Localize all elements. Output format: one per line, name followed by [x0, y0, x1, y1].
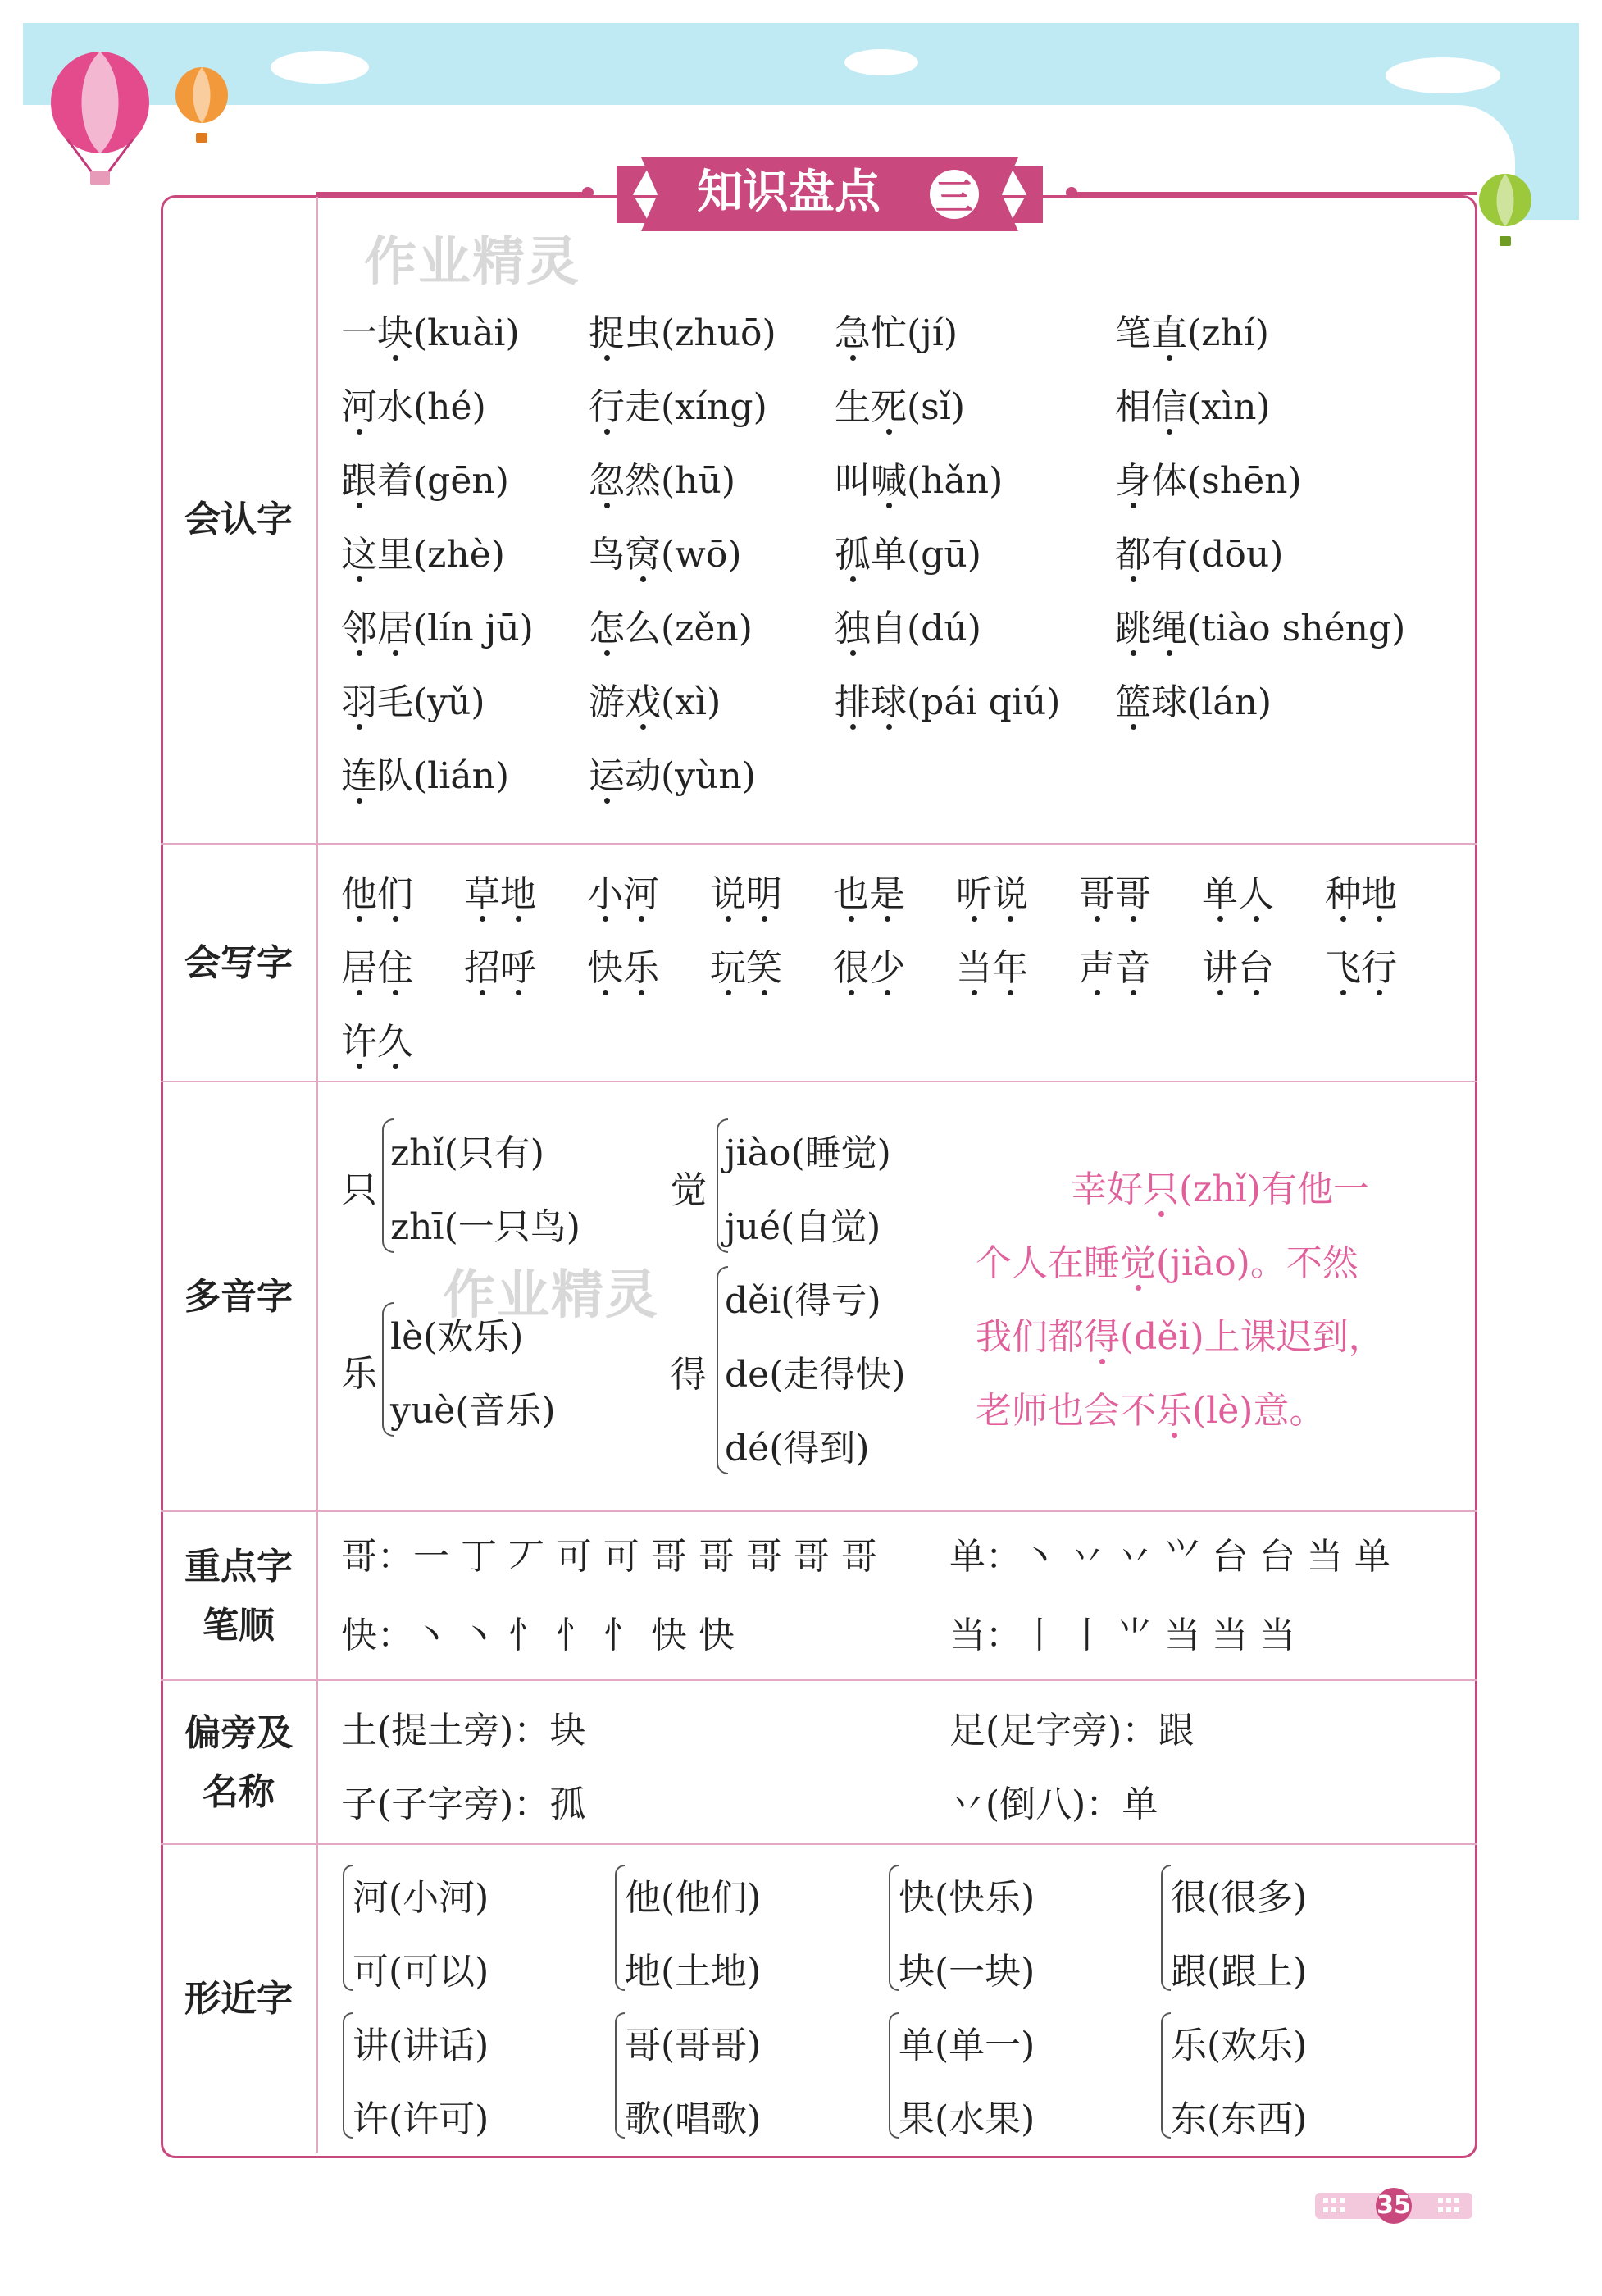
brace-icon [343, 1865, 353, 1991]
note-line: 我们都得(děi)上课迟到， [976, 1316, 1385, 1358]
similar-char-item: 乐(欢乐) [1171, 2025, 1308, 2066]
label-pianpang [161, 1681, 316, 1845]
similar-char-item: 快(快乐) [899, 1877, 1035, 1919]
huixiezi-item: 他们 [341, 873, 413, 915]
huixiezi-item: 单人 [1202, 873, 1274, 915]
polyphone-reading: dé(得到) [725, 1428, 870, 1469]
huirenzi-item: 身体(shēn) [1115, 460, 1302, 502]
huirenzi-item: 河水(hé) [341, 386, 486, 428]
similar-char-item: 许(许可) [353, 2098, 489, 2140]
huirenzi-item: 行走(xíng) [589, 386, 767, 428]
watermark: 作业精灵 [364, 232, 580, 293]
cloud-decoration [271, 51, 369, 84]
similar-char-item: 哥(哥哥) [625, 2025, 762, 2066]
similar-char-item: 地(土地) [625, 1951, 762, 1993]
label-xingjinzi [161, 1845, 316, 2153]
huixiezi-item: 草地 [464, 873, 536, 915]
watermark: 作业精灵 [443, 1265, 659, 1326]
huirenzi-item: 运动(yùn) [589, 755, 756, 797]
similar-char-item: 东(东西) [1171, 2098, 1308, 2140]
similar-char-item: 讲(讲话) [353, 2025, 489, 2066]
huixiezi-item: 招呼 [464, 947, 536, 989]
huixiezi-item: 当年 [956, 947, 1028, 989]
huirenzi-item: 急忙(jí) [835, 312, 958, 354]
similar-char-item: 块(一块) [899, 1951, 1035, 1993]
banner-line-left [316, 192, 587, 195]
stroke-order-dang: 当：丨 丨 ⺌ 当 当 当 [949, 1615, 1295, 1656]
huixiezi-item: 哥哥 [1079, 873, 1151, 915]
brace-icon [1161, 2012, 1171, 2139]
radical-item: 土(提土旁)：块 [341, 1710, 586, 1752]
polyphone-reading: yuè(音乐) [390, 1390, 556, 1432]
label-huixiezi [161, 845, 316, 1082]
polyphone-reading: jué(自觉) [725, 1206, 881, 1248]
brace-icon [615, 2012, 625, 2139]
brace-icon [1161, 1865, 1171, 1991]
similar-char-item: 果(水果) [899, 2098, 1035, 2140]
hot-air-balloon-icon [43, 49, 157, 189]
radical-item: 子(子字旁)：孤 [341, 1784, 586, 1825]
huixiezi-item: 小河 [587, 873, 659, 915]
polyphone-reading: de(走得快) [725, 1354, 906, 1396]
huirenzi-item: 这里(zhè) [341, 534, 505, 576]
banner-line-right [1071, 192, 1477, 195]
huirenzi-item: 排球(pái qiú) [835, 681, 1061, 723]
huixiezi-item: 很少 [833, 947, 905, 989]
brace-icon [889, 1865, 899, 1991]
cloud-decoration [1386, 57, 1500, 93]
huixiezi-item: 许久 [341, 1021, 413, 1063]
huirenzi-item: 连队(lián) [341, 755, 510, 797]
brace-icon [889, 2012, 899, 2139]
huirenzi-item: 笔直(zhí) [1115, 312, 1269, 354]
stroke-order-dan: 单：丶 丷 丷 ⺍ 台 台 当 单 [949, 1536, 1390, 1578]
polyphone-reading: zhǐ(只有) [390, 1132, 544, 1174]
label-text: 会写字 [184, 942, 293, 984]
polyphone-char: 得 [671, 1354, 707, 1396]
hot-air-balloon-icon [1476, 172, 1535, 251]
huirenzi-item: 跟着(gēn) [341, 460, 509, 502]
huirenzi-item: 怎么(zěn) [589, 608, 753, 649]
label-text: 重点字 [184, 1546, 293, 1588]
label-huirenzi [161, 197, 316, 843]
similar-char-item: 很(很多) [1171, 1877, 1308, 1919]
huixiezi-item: 说明 [710, 873, 782, 915]
huirenzi-item: 忽然(hū) [589, 460, 736, 502]
huirenzi-item: 跳绳(tiào shéng) [1115, 608, 1406, 649]
polyphone-reading: jiào(睡觉) [725, 1132, 891, 1174]
polyphone-reading: lè(欢乐) [390, 1316, 524, 1358]
huirenzi-item: 游戏(xì) [589, 681, 721, 723]
radical-item: 足(足字旁)：跟 [949, 1710, 1195, 1752]
polyphone-reading: zhī(一只鸟) [390, 1206, 580, 1248]
huixiezi-item: 居住 [341, 947, 413, 989]
similar-char-item: 跟(跟上) [1171, 1951, 1308, 1993]
similar-char-item: 可(可以) [353, 1951, 489, 1993]
huirenzi-item: 叫喊(hǎn) [835, 460, 1004, 502]
huirenzi-item: 鸟窝(wō) [589, 534, 742, 576]
label-text: 多音字 [184, 1276, 293, 1318]
huirenzi-item: 生死(sǐ) [835, 386, 966, 428]
huixiezi-item: 讲台 [1202, 947, 1274, 989]
huirenzi-item: 都有(dōu) [1115, 534, 1284, 576]
polyphone-char: 觉 [671, 1169, 707, 1211]
huirenzi-item: 相信(xìn) [1115, 386, 1271, 428]
huixiezi-item: 玩笑 [710, 947, 782, 989]
huixiezi-item: 种地 [1325, 873, 1397, 915]
note-line: 幸好只(zhǐ)有他一 [1071, 1168, 1369, 1210]
huirenzi-item: 一块(kuài) [341, 312, 520, 354]
huixiezi-item: 也是 [833, 873, 905, 915]
similar-char-item: 河(小河) [353, 1877, 489, 1919]
huirenzi-item: 邻居(lín jū) [341, 608, 534, 649]
similar-char-item: 他(他们) [625, 1877, 762, 1919]
huixiezi-item: 飞行 [1325, 947, 1397, 989]
similar-char-item: 单(单一) [899, 2025, 1035, 2066]
label-text: 名称 [203, 1771, 275, 1813]
huirenzi-item: 捉虫(zhuō) [589, 312, 776, 354]
huixiezi-item: 声音 [1079, 947, 1151, 989]
label-text: 形近字 [184, 1978, 293, 2020]
label-bishun [161, 1512, 316, 1681]
page-title: 知识盘点 [697, 166, 881, 219]
huirenzi-item: 篮球(lán) [1115, 681, 1272, 723]
huirenzi-item: 独自(dú) [835, 608, 981, 649]
stroke-order-ge: 哥：一 丁 丆 可 可 哥 哥 哥 哥 哥 [341, 1536, 877, 1578]
polyphone-char: 乐 [341, 1353, 377, 1395]
label-text: 笔顺 [203, 1605, 275, 1647]
hot-air-balloon-icon [172, 66, 231, 148]
huixiezi-item: 快乐 [587, 947, 659, 989]
huirenzi-item: 羽毛(yǔ) [341, 681, 485, 723]
huirenzi-item: 孤单(gū) [835, 534, 981, 576]
label-text: 会认字 [184, 499, 293, 540]
title-number: 三 [935, 175, 973, 219]
label-text: 偏旁及 [184, 1712, 293, 1754]
similar-char-item: 歌(唱歌) [625, 2098, 762, 2140]
note-line: 老师也会不乐(lè)意。 [976, 1390, 1326, 1432]
page-number: 35 [1377, 2191, 1411, 2220]
polyphone-char: 只 [341, 1169, 377, 1211]
polyphone-reading: děi(得亏) [725, 1280, 881, 1322]
brace-icon [615, 1865, 625, 1991]
stroke-order-kuai: 快：丶 丶 忄 忄 忄 快 快 [341, 1615, 735, 1656]
note-line: 个人在睡觉(jiào)。不然 [976, 1242, 1359, 1284]
label-duoyinzi [161, 1082, 316, 1512]
cloud-decoration [844, 49, 918, 75]
radical-item: 丷(倒八)：单 [949, 1784, 1158, 1825]
huixiezi-item: 听说 [956, 873, 1028, 915]
brace-icon [343, 2012, 353, 2139]
